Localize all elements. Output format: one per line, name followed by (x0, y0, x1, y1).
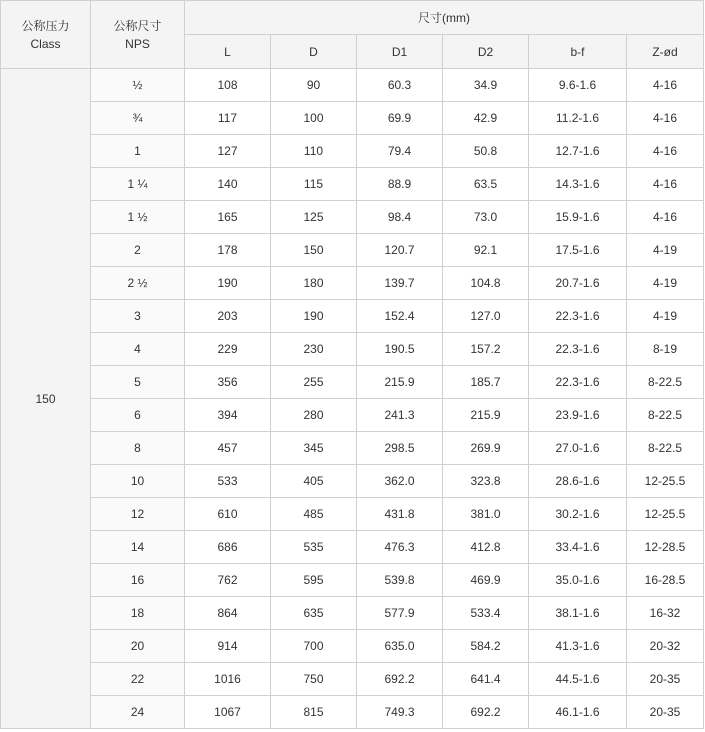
cell-zod: 12-25.5 (627, 498, 704, 531)
cell-L: 356 (185, 366, 271, 399)
cell-D2: 50.8 (443, 135, 529, 168)
table-row (1, 432, 704, 465)
cell-zod: 4-16 (627, 168, 704, 201)
cell-D: 595 (271, 564, 357, 597)
cell-L: 762 (185, 564, 271, 597)
cell-D: 100 (271, 102, 357, 135)
nps-cell: 16 (91, 564, 185, 597)
cell-D1: 692.2 (357, 663, 443, 696)
cell-L: 108 (185, 69, 271, 102)
cell-D2: 469.9 (443, 564, 529, 597)
cell-bf: 27.0-1.6 (529, 432, 627, 465)
cell-zod: 16-28.5 (627, 564, 704, 597)
cell-zod: 20-35 (627, 696, 704, 729)
nps-cell: 2 ½ (91, 267, 185, 300)
cell-L: 394 (185, 399, 271, 432)
header-col-D: D (271, 35, 357, 69)
cell-bf: 15.9-1.6 (529, 201, 627, 234)
table-row (1, 201, 704, 234)
header-col-bf: b-f (529, 35, 627, 69)
cell-bf: 17.5-1.6 (529, 234, 627, 267)
cell-D2: 127.0 (443, 300, 529, 333)
header-class-label-cn: 公称压力 (21, 18, 70, 33)
cell-D1: 88.9 (357, 168, 443, 201)
cell-D1: 139.7 (357, 267, 443, 300)
cell-L: 914 (185, 630, 271, 663)
cell-D2: 73.0 (443, 201, 529, 234)
nps-cell: ¾ (91, 102, 185, 135)
cell-zod: 4-16 (627, 102, 704, 135)
cell-D1: 431.8 (357, 498, 443, 531)
nps-cell: 1 ¼ (91, 168, 185, 201)
cell-D2: 157.2 (443, 333, 529, 366)
nps-cell: ½ (91, 69, 185, 102)
header-nps-label-cn: 公称尺寸 (113, 18, 162, 33)
cell-D1: 241.3 (357, 399, 443, 432)
cell-zod: 12-25.5 (627, 465, 704, 498)
cell-D1: 60.3 (357, 69, 443, 102)
cell-D: 750 (271, 663, 357, 696)
cell-bf: 12.7-1.6 (529, 135, 627, 168)
cell-zod: 8-22.5 (627, 366, 704, 399)
header-nps (91, 1, 185, 69)
cell-D: 180 (271, 267, 357, 300)
cell-D2: 92.1 (443, 234, 529, 267)
cell-D2: 269.9 (443, 432, 529, 465)
cell-D1: 635.0 (357, 630, 443, 663)
table-row (1, 69, 704, 102)
table-row (1, 696, 704, 729)
table-row (1, 135, 704, 168)
cell-D: 635 (271, 597, 357, 630)
cell-D1: 749.3 (357, 696, 443, 729)
table-row (1, 234, 704, 267)
cell-D2: 692.2 (443, 696, 529, 729)
cell-L: 165 (185, 201, 271, 234)
cell-zod: 12-28.5 (627, 531, 704, 564)
cell-zod: 4-19 (627, 300, 704, 333)
table-row (1, 300, 704, 333)
cell-D2: 42.9 (443, 102, 529, 135)
cell-L: 229 (185, 333, 271, 366)
table-row (1, 465, 704, 498)
cell-D: 90 (271, 69, 357, 102)
header-dimensions-group: 尺寸(mm) (185, 1, 704, 35)
cell-D1: 190.5 (357, 333, 443, 366)
cell-D1: 577.9 (357, 597, 443, 630)
nps-cell: 22 (91, 663, 185, 696)
cell-zod: 4-19 (627, 234, 704, 267)
cell-zod: 8-22.5 (627, 432, 704, 465)
table-row (1, 267, 704, 300)
cell-L: 457 (185, 432, 271, 465)
cell-L: 190 (185, 267, 271, 300)
nps-cell: 1 ½ (91, 201, 185, 234)
cell-D: 190 (271, 300, 357, 333)
table-row (1, 663, 704, 696)
cell-D1: 69.9 (357, 102, 443, 135)
cell-D2: 641.4 (443, 663, 529, 696)
table-header (1, 1, 704, 69)
nps-cell: 18 (91, 597, 185, 630)
cell-zod: 4-16 (627, 201, 704, 234)
cell-D: 125 (271, 201, 357, 234)
cell-zod: 16-32 (627, 597, 704, 630)
nps-cell: 14 (91, 531, 185, 564)
cell-L: 127 (185, 135, 271, 168)
nps-cell: 4 (91, 333, 185, 366)
table-row (1, 399, 704, 432)
nps-cell: 2 (91, 234, 185, 267)
nps-cell: 20 (91, 630, 185, 663)
header-col-D2: D2 (443, 35, 529, 69)
cell-zod: 4-19 (627, 267, 704, 300)
cell-D: 405 (271, 465, 357, 498)
cell-bf: 28.6-1.6 (529, 465, 627, 498)
cell-zod: 4-16 (627, 69, 704, 102)
cell-zod: 4-16 (627, 135, 704, 168)
table-row (1, 531, 704, 564)
table-row (1, 168, 704, 201)
cell-bf: 46.1-1.6 (529, 696, 627, 729)
cell-bf: 14.3-1.6 (529, 168, 627, 201)
cell-D1: 539.8 (357, 564, 443, 597)
cell-D2: 34.9 (443, 69, 529, 102)
cell-bf: 9.6-1.6 (529, 69, 627, 102)
cell-bf: 33.4-1.6 (529, 531, 627, 564)
cell-D2: 381.0 (443, 498, 529, 531)
cell-zod: 8-19 (627, 333, 704, 366)
cell-D1: 152.4 (357, 300, 443, 333)
cell-D2: 323.8 (443, 465, 529, 498)
cell-D2: 104.8 (443, 267, 529, 300)
nps-cell: 12 (91, 498, 185, 531)
cell-bf: 22.3-1.6 (529, 300, 627, 333)
cell-bf: 11.2-1.6 (529, 102, 627, 135)
cell-D1: 215.9 (357, 366, 443, 399)
table-row (1, 333, 704, 366)
table-row (1, 564, 704, 597)
nps-cell: 24 (91, 696, 185, 729)
nps-cell: 1 (91, 135, 185, 168)
cell-D: 485 (271, 498, 357, 531)
cell-zod: 20-32 (627, 630, 704, 663)
cell-D: 255 (271, 366, 357, 399)
cell-D: 700 (271, 630, 357, 663)
cell-D2: 533.4 (443, 597, 529, 630)
cell-bf: 38.1-1.6 (529, 597, 627, 630)
table-row (1, 498, 704, 531)
cell-D1: 120.7 (357, 234, 443, 267)
header-col-L: L (185, 35, 271, 69)
cell-D: 815 (271, 696, 357, 729)
cell-D: 345 (271, 432, 357, 465)
cell-L: 610 (185, 498, 271, 531)
cell-D2: 63.5 (443, 168, 529, 201)
cell-bf: 22.3-1.6 (529, 366, 627, 399)
table-row (1, 366, 704, 399)
cell-bf: 30.2-1.6 (529, 498, 627, 531)
cell-D: 230 (271, 333, 357, 366)
nps-cell: 6 (91, 399, 185, 432)
nps-cell: 10 (91, 465, 185, 498)
header-nps-label-en: NPS (125, 36, 150, 51)
cell-D: 280 (271, 399, 357, 432)
table-body (1, 69, 704, 729)
cell-D: 115 (271, 168, 357, 201)
cell-D2: 215.9 (443, 399, 529, 432)
cell-bf: 44.5-1.6 (529, 663, 627, 696)
cell-D: 535 (271, 531, 357, 564)
table-row (1, 102, 704, 135)
cell-L: 203 (185, 300, 271, 333)
cell-D1: 298.5 (357, 432, 443, 465)
cell-D2: 584.2 (443, 630, 529, 663)
cell-L: 117 (185, 102, 271, 135)
cell-zod: 20-35 (627, 663, 704, 696)
table-row (1, 630, 704, 663)
cell-L: 140 (185, 168, 271, 201)
cell-D1: 362.0 (357, 465, 443, 498)
cell-bf: 35.0-1.6 (529, 564, 627, 597)
cell-zod: 8-22.5 (627, 399, 704, 432)
cell-L: 686 (185, 531, 271, 564)
cell-D1: 98.4 (357, 201, 443, 234)
table-row (1, 597, 704, 630)
cell-L: 533 (185, 465, 271, 498)
nps-cell: 3 (91, 300, 185, 333)
nps-cell: 8 (91, 432, 185, 465)
header-col-D1: D1 (357, 35, 443, 69)
cell-bf: 22.3-1.6 (529, 333, 627, 366)
nps-cell: 5 (91, 366, 185, 399)
header-class-label-en: Class (30, 36, 61, 51)
header-class (1, 1, 91, 69)
cell-D2: 412.8 (443, 531, 529, 564)
cell-L: 178 (185, 234, 271, 267)
cell-D2: 185.7 (443, 366, 529, 399)
cell-L: 1067 (185, 696, 271, 729)
cell-D1: 79.4 (357, 135, 443, 168)
cell-D1: 476.3 (357, 531, 443, 564)
cell-bf: 20.7-1.6 (529, 267, 627, 300)
cell-bf: 41.3-1.6 (529, 630, 627, 663)
header-col-zod: Z-ød (627, 35, 704, 69)
cell-L: 1016 (185, 663, 271, 696)
cell-bf: 23.9-1.6 (529, 399, 627, 432)
class-value-cell: 150 (1, 69, 91, 729)
cell-D: 110 (271, 135, 357, 168)
cell-D: 150 (271, 234, 357, 267)
cell-L: 864 (185, 597, 271, 630)
